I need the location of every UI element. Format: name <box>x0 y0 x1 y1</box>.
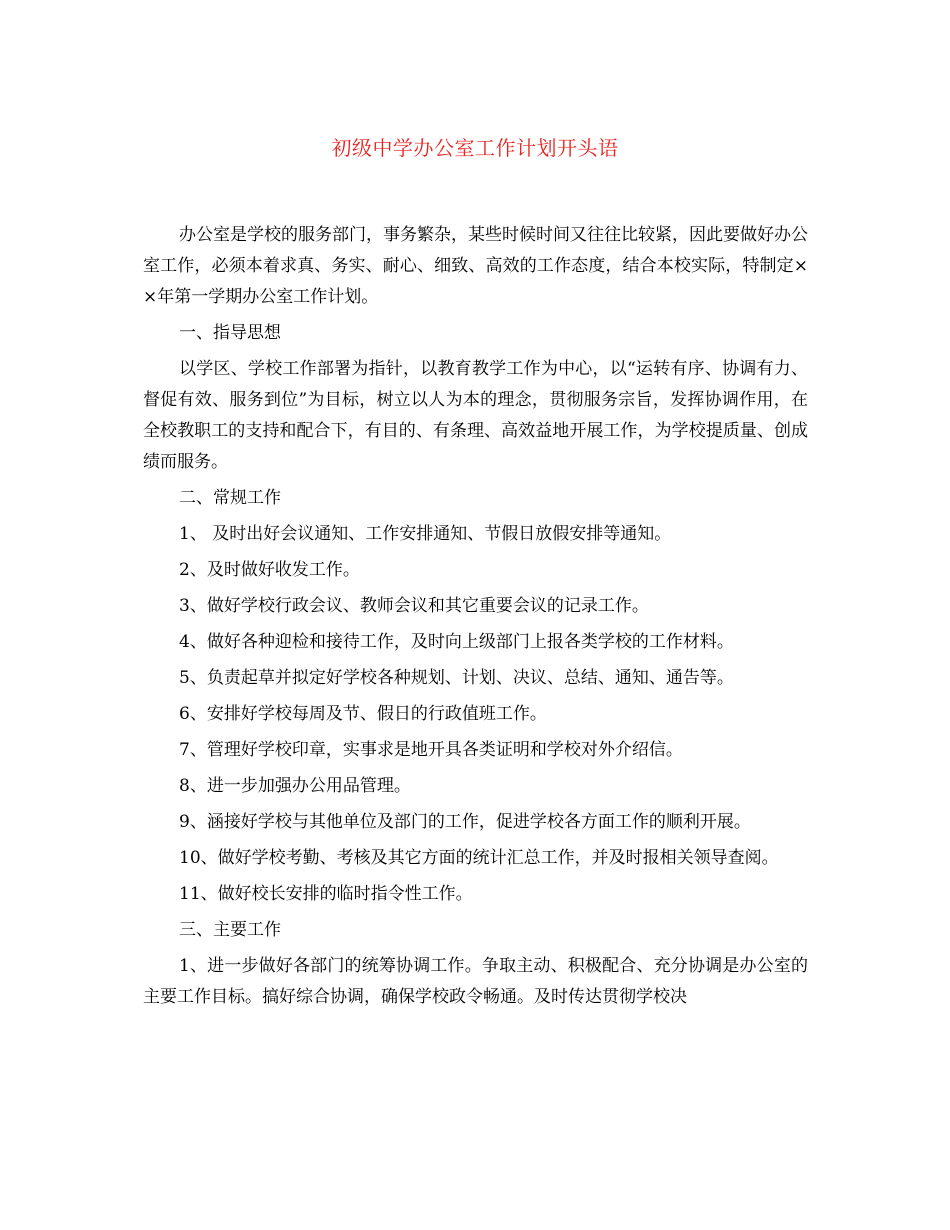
routine-item: 6、安排好学校每周及节、假日的行政值班工作。 <box>179 704 547 724</box>
section-heading-guiding-ideology: 一、指导思想 <box>179 323 281 343</box>
routine-item: 4、做好各种迎检和接待工作，及时向上级部门上报各类学校的工作材料。 <box>179 632 734 652</box>
routine-item: 1、 及时出好会议通知、工作安排通知、节假日放假安排等通知。 <box>179 524 672 544</box>
routine-item: 3、做好学校行政会议、教师会议和其它重要会议的记录工作。 <box>179 596 649 616</box>
routine-item: 2、及时做好收发工作。 <box>179 560 360 580</box>
routine-item: 5、负责起草并拟定好学校各种规划、计划、决议、总结、通知、通告等。 <box>179 668 734 688</box>
routine-item: 11、做好校长安排的临时指令性工作。 <box>179 884 473 904</box>
routine-item: 9、涵接好学校与其他单位及部门的工作，促进学校各方面工作的顺利开展。 <box>179 812 751 832</box>
document-body <box>143 220 808 1018</box>
section-heading-routine-work: 二、常规工作 <box>179 488 281 508</box>
intro-paragraph: 办公室是学校的服务部门，事务繁杂，某些时候时间又往往比较紧，因此要做好办公室工作，必须本着求真、务实、耐心、细致、高效的工作态度，结合本校实际，特制定××年第一学期办公室工作计划。 <box>143 225 808 307</box>
routine-item: 10、做好学校考勤、考核及其它方面的统计汇总工作，并及时报相关领导查阅。 <box>179 848 779 868</box>
guiding-ideology-paragraph: 以学区、学校工作部署为指针，以教育教学工作为中心，以“运转有序、协调有力、督促有效、服务到位”为目标，树立以人为本的理念，贯彻服务宗旨，发挥协调作用，在全校教职工的支持和配合下，有目的、有条理、高效益地开展工作，为学校提质量、创成绩而服务。 <box>143 359 808 472</box>
main-work-item: 1、进一步做好各部门的统筹协调工作。争取主动、积极配合、充分协调是办公室的主要工作目标。搞好综合协调，确保学校政令畅通。及时传达贯彻学校决 <box>143 956 808 1007</box>
routine-item: 8、进一步加强办公用品管理。 <box>179 776 411 796</box>
routine-item: 7、管理好学校印章，实事求是地开具各类证明和学校对外介绍信。 <box>179 740 683 760</box>
document-title: 初级中学办公室工作计划开头语 <box>331 136 619 160</box>
section-heading-main-work: 三、主要工作 <box>179 920 281 940</box>
